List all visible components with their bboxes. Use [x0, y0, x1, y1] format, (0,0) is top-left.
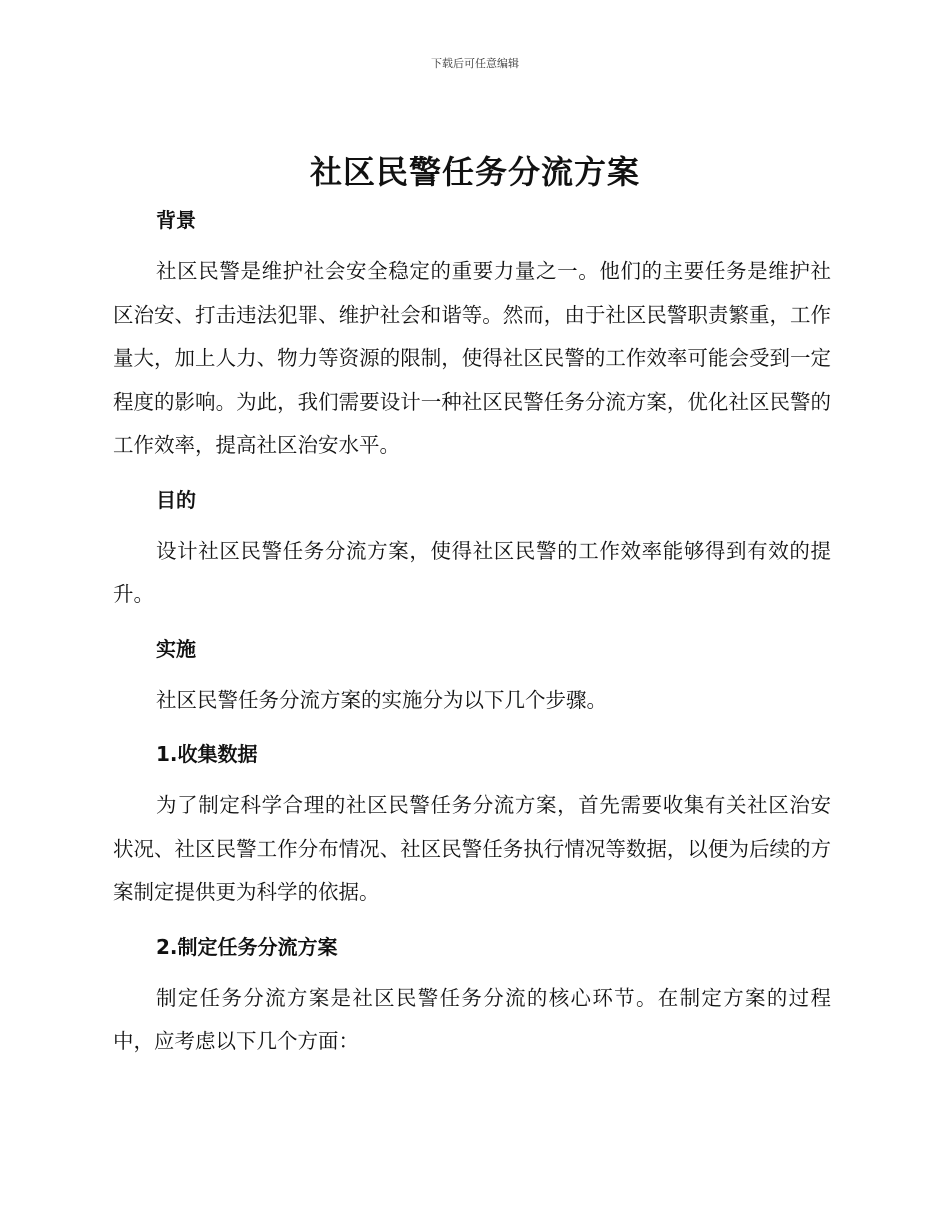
section-heading: 背景	[156, 208, 196, 232]
section-paragraph: 制定任务分流方案是社区民警任务分流的核心环节。在制定方案的过程中，应考虑以下几个方面：	[113, 985, 831, 1053]
section-paragraph: 设计社区民警任务分流方案，使得社区民警的工作效率能够得到有效的提升。	[113, 538, 831, 606]
header-note: 下载后可任意编辑	[431, 57, 519, 70]
section-paragraph: 社区民警是维护社会安全稳定的重要力量之一。他们的主要任务是维护社区治安、打击违法犯罪、维护社会和谐等。然而，由于社区民警职责繁重，工作量大，加上人力、物力等资源的限制，使得社区民警的工作效率可能会受到一定程度的影响。为此，我们需要设计一种社区民警任务分流方案，优化社区民警的工作效率，提高社区治安水平。	[113, 259, 831, 457]
section-paragraph: 社区民警任务分流方案的实施分为以下几个步骤。	[156, 687, 607, 712]
section-heading: 实施	[156, 636, 196, 661]
document-body	[113, 200, 831, 1064]
section-implementation	[113, 629, 831, 723]
section-paragraph: 为了制定科学合理的社区民警任务分流方案，首先需要收集有关社区治安状况、社区民警工作分布情况、社区民警任务执行情况等数据，以便为后续的方案制定提供更为科学的依据。	[113, 793, 831, 904]
section-purpose	[113, 480, 831, 617]
section-background	[113, 200, 831, 468]
section-heading: 2.制定任务分流方案	[156, 934, 338, 959]
section-make-plan	[113, 927, 831, 1064]
section-heading: 1.收集数据	[156, 742, 258, 766]
section-heading: 目的	[156, 487, 196, 512]
document-title: 社区民警任务分流方案	[309, 153, 640, 191]
section-collect-data	[113, 734, 831, 915]
